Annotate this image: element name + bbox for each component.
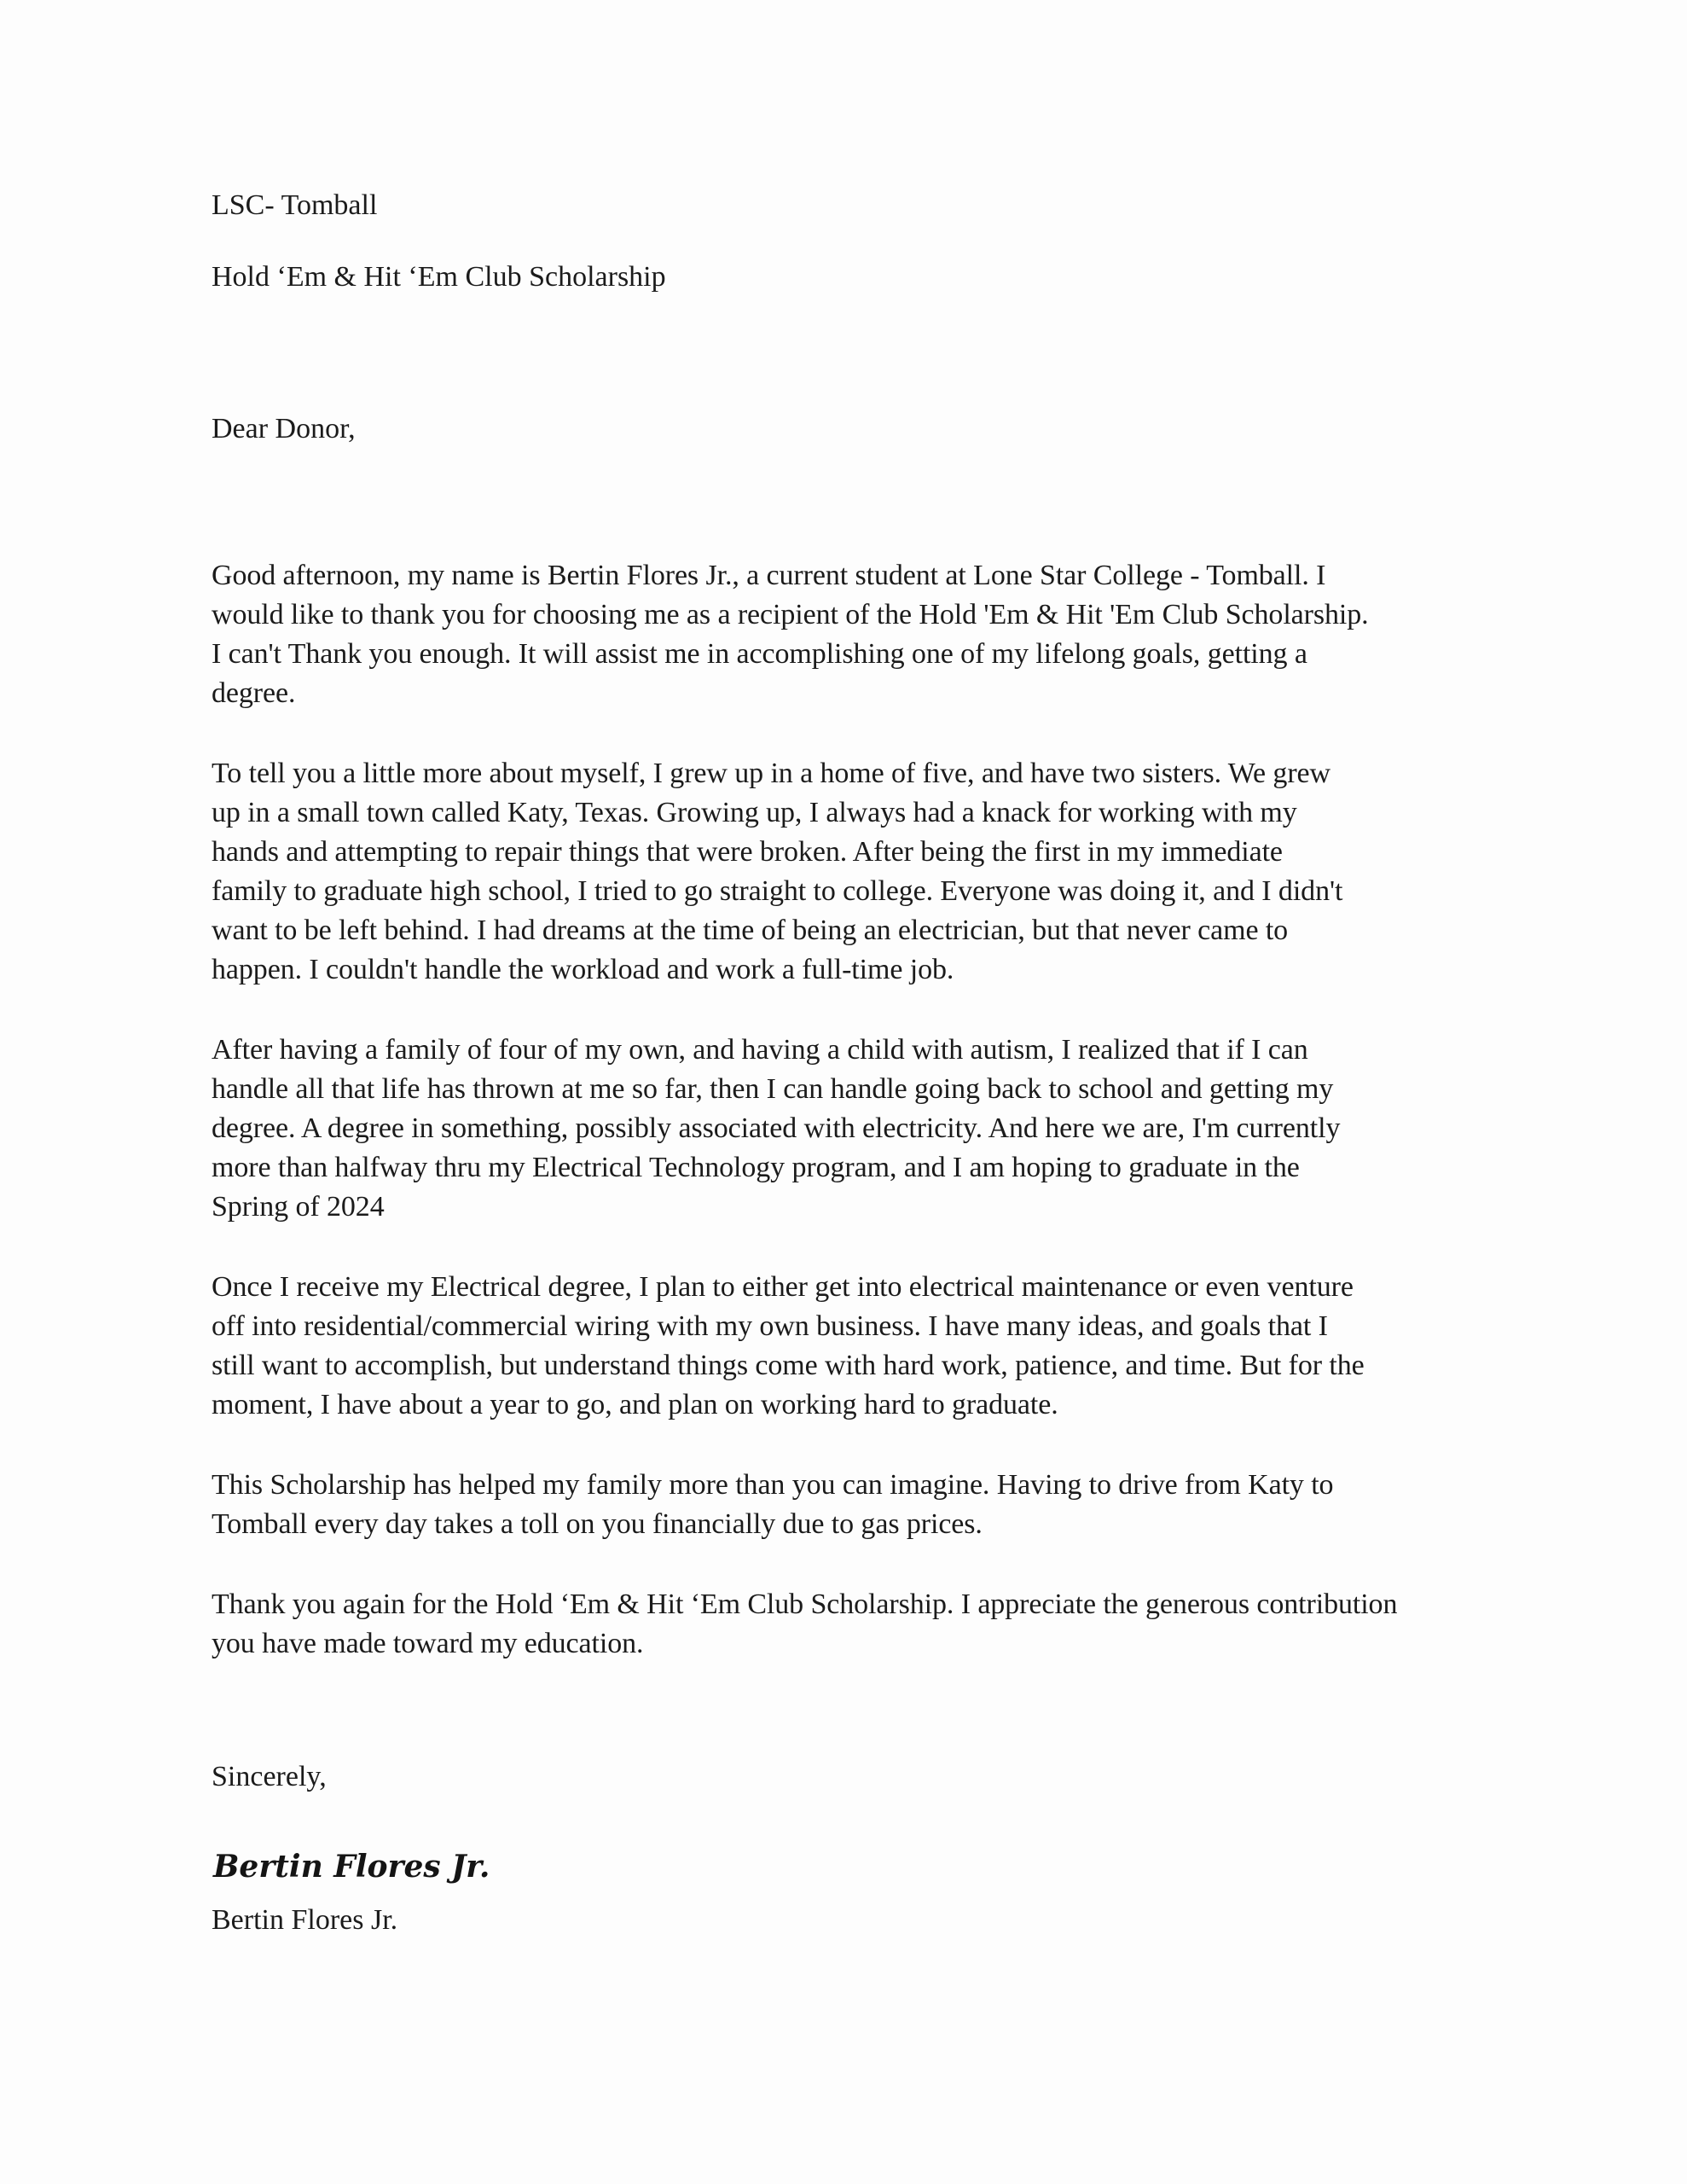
paragraph-line: happen. I couldn't handle the workload and work a full-time job. xyxy=(212,954,954,985)
paragraph-line: family to graduate high school, I tried to go straight to college. Everyone was doing it, and I didn't xyxy=(212,875,1343,907)
paragraph-line: off into residential/commercial wiring with my own business. I have many ideas, and goals that I xyxy=(212,1310,1328,1342)
paragraph-line: moment, I have about a year to go, and plan on working hard to graduate. xyxy=(212,1389,1058,1420)
paragraph-line: Once I receive my Electrical degree, I plan to either get into electrical maintenance or even venture xyxy=(212,1271,1354,1303)
institution-name: LSC- Tomball xyxy=(212,189,378,221)
handwritten-signature xyxy=(212,1839,1508,1894)
letter-body xyxy=(212,186,1508,1940)
paragraph-line: To tell you a little more about myself, I grew up in a home of five, and have two sisters. We grew xyxy=(212,758,1331,789)
paragraph-thanks xyxy=(212,1585,1508,1664)
paragraph-line: Good afternoon, my name is Bertin Flores Jr., a current student at Lone Star College - Tomball. I xyxy=(212,560,1326,591)
paragraph-line: handle all that life has thrown at me so far, then I can handle going back to school and getting my xyxy=(212,1073,1334,1105)
paragraph-line: This Scholarship has helped my family more than you can imagine. Having to drive from Katy to xyxy=(212,1469,1334,1501)
paragraph-family xyxy=(212,1031,1508,1227)
salutation: Dear Donor, xyxy=(212,413,356,444)
paragraph-line: want to be left behind. I had dreams at the time of being an electrician, but that never came to xyxy=(212,915,1289,946)
paragraph-line: you have made toward my education. xyxy=(212,1628,644,1659)
paragraph-line: more than halfway thru my Electrical Technology program, and I am hoping to graduate in the xyxy=(212,1152,1300,1183)
paragraph-line: Thank you again for the Hold ‘Em & Hit ‘Em Club Scholarship. I appreciate the generous contribution xyxy=(212,1589,1398,1620)
paragraph-line: up in a small town called Katy, Texas. Growing up, I always had a knack for working with my xyxy=(212,797,1297,828)
paragraph-impact xyxy=(212,1466,1508,1544)
signature-text: Bertin Flores Jr. xyxy=(213,1849,490,1885)
paragraph-background xyxy=(212,754,1508,990)
scholarship-name: Hold ‘Em & Hit ‘Em Club Scholarship xyxy=(212,261,666,293)
paragraph-line: Spring of 2024 xyxy=(212,1191,385,1223)
paragraph-line: degree. A degree in something, possibly associated with electricity. And here we are, I'm currently xyxy=(212,1112,1341,1144)
paragraph-introduction xyxy=(212,556,1508,713)
paragraph-line: degree. xyxy=(212,677,296,709)
paragraph-plans xyxy=(212,1268,1508,1425)
paragraph-line: still want to accomplish, but understand things come with hard work, patience, and time. But for the xyxy=(212,1350,1365,1381)
signature-graphic xyxy=(212,1839,570,1894)
printed-name: Bertin Flores Jr. xyxy=(212,1904,398,1936)
paragraph-line: would like to thank you for choosing me as a recipient of the Hold 'Em & Hit 'Em Club Scholarship. xyxy=(212,599,1369,630)
paragraph-line: I can't Thank you enough. It will assist me in accomplishing one of my lifelong goals, getting a xyxy=(212,638,1307,670)
paragraph-line: After having a family of four of my own, and having a child with autism, I realized that if I can xyxy=(212,1034,1308,1066)
paragraph-line: Tomball every day takes a toll on you financially due to gas prices. xyxy=(212,1508,983,1540)
paragraph-line: hands and attempting to repair things that were broken. After being the first in my immediate xyxy=(212,836,1283,868)
closing: Sincerely, xyxy=(212,1761,327,1792)
